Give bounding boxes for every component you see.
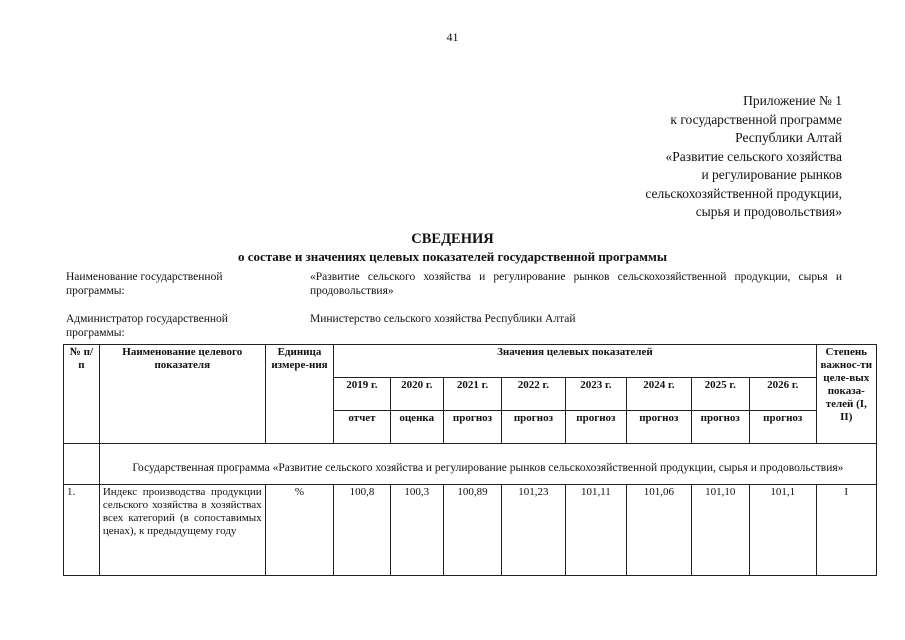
row-importance: I: [816, 485, 876, 576]
year-cell: 2023 г.: [565, 378, 626, 411]
row-value: 101,11: [565, 485, 626, 576]
appendix-line: к государственной программе: [670, 111, 842, 127]
row-value: 100,89: [443, 485, 501, 576]
appendix-line: сельскохозяйственной продукции,: [645, 185, 842, 201]
appendix-line: сырья и продовольствия»: [695, 204, 842, 219]
row-value: 101,1: [749, 485, 816, 576]
year-cell: 2025 г.: [691, 378, 749, 411]
appendix-line: и регулирование рынков: [701, 167, 842, 182]
year-cell: 2021 г.: [443, 378, 501, 411]
header-num: № п/п: [64, 345, 100, 444]
year-cell: 2024 г.: [627, 378, 692, 411]
kind-cell: отчет: [334, 411, 390, 444]
administrator-value: Министерство сельского хозяйства Республики Алтай: [310, 313, 576, 325]
kind-cell: оценка: [390, 411, 443, 444]
row-value: 101,23: [502, 485, 565, 576]
year-cell: 2022 г.: [502, 378, 565, 411]
kind-cell: прогноз: [443, 411, 501, 444]
year-cell: 2020 г.: [390, 378, 443, 411]
section-row: [64, 444, 877, 485]
row-num: 1.: [64, 485, 100, 576]
indicators-table: [63, 344, 877, 576]
header-name: Наименование целевого показателя: [99, 345, 265, 444]
kind-cell: прогноз: [627, 411, 692, 444]
row-value: 101,06: [627, 485, 692, 576]
appendix-block: [645, 92, 842, 222]
header-importance: Степень важнос-ти целе-вых показа-телей (I, II): [816, 345, 876, 444]
page-number: 41: [446, 30, 459, 44]
header-values: Значения целевых показателей: [334, 345, 816, 378]
table-row: [64, 485, 877, 576]
kind-cell: прогноз: [565, 411, 626, 444]
program-name-label: Наименование государственной программы:: [66, 271, 223, 297]
appendix-line: Приложение № 1: [743, 93, 842, 108]
section-title: Государственная программа «Развитие сельского хозяйства и регулирование рынков сельскохозяйственной продукции, сырья и продовольствия»: [99, 444, 876, 485]
row-value: 100,3: [390, 485, 443, 576]
appendix-line: «Развитие сельского хозяйства: [665, 148, 842, 164]
document-title: СВЕДЕНИЯ: [411, 231, 494, 247]
kind-cell: прогноз: [749, 411, 816, 444]
row-value: 100,8: [334, 485, 390, 576]
appendix-line: Республики Алтай: [735, 130, 842, 145]
row-name: Индекс производства продукции сельского хозяйства в хозяйствах всех категорий (в сопоставимых ценах), к предыдущему году: [99, 485, 265, 576]
year-cell: 2019 г.: [334, 378, 390, 411]
header-row: [64, 345, 877, 378]
program-name-value: «Развитие сельского хозяйства и регулирование рынков сельскохозяйственной продукции, сырья и продовольствия»: [310, 271, 842, 297]
kind-cell: прогноз: [691, 411, 749, 444]
document-subtitle: о составе и значениях целевых показателей государственной программы: [237, 249, 668, 264]
kind-cell: прогноз: [502, 411, 565, 444]
row-value: 101,10: [691, 485, 749, 576]
administrator-label: Администратор государственной программы:: [66, 313, 228, 339]
header-unit: Единица измере-ния: [265, 345, 334, 444]
row-unit: %: [265, 485, 334, 576]
year-cell: 2026 г.: [749, 378, 816, 411]
